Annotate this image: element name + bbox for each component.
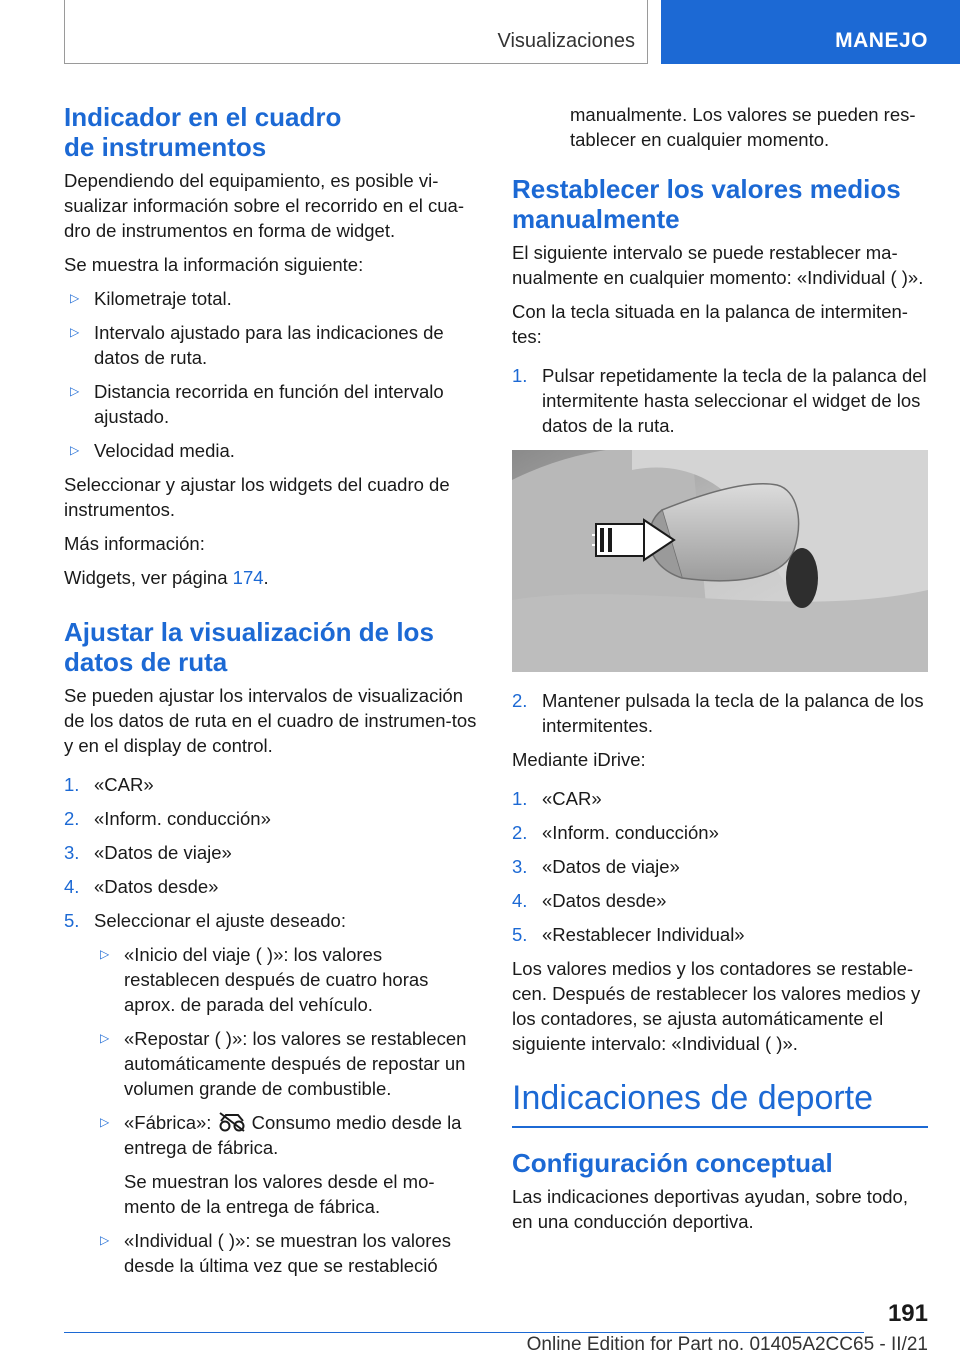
- triangle-bullet-icon: ▷: [100, 1115, 110, 1129]
- list-item: ▷ Intervalo ajustado para las indicaciones de datos de ruta.: [64, 320, 480, 370]
- list-item: ▷ Velocidad media.: [64, 438, 480, 463]
- list-item: 4. «Datos desde»: [512, 890, 667, 911]
- paragraph-configuracion: Las indicaciones deportivas ayudan, sobre todo, en una conducción deportiva.: [512, 1186, 908, 1232]
- paragraph-restablecer: El siguiente intervalo se puede restablecer ma-nualmente en cualquier momento: «Individual ( )».: [512, 242, 924, 288]
- list-item: 3. «Datos de viaje»: [512, 856, 680, 877]
- footer-rule: [64, 1332, 864, 1333]
- step-number: 1.: [512, 365, 528, 386]
- triangle-bullet-icon: ▷: [100, 1031, 110, 1045]
- turn-signal-lever-image: [512, 450, 928, 672]
- heading-rule: [512, 1126, 928, 1128]
- paragraph-fabrica-detail: Se muestran los valores desde el mo-mento de la entrega de fábrica.: [124, 1171, 435, 1217]
- step-number: 5.: [64, 910, 80, 931]
- paragraph-se-muestra: Se muestra la información siguiente:: [64, 254, 364, 275]
- page-number: 191: [887, 1300, 928, 1327]
- list-item: 2. «Inform. conducción»: [512, 822, 719, 843]
- step-number: 2.: [512, 690, 528, 711]
- paragraph-tecla: Con la tecla situada en la palanca de intermiten-tes:: [512, 301, 908, 347]
- heading-ajustar: Ajustar la visualización de los datos de ruta: [64, 617, 434, 677]
- paragraph-seleccionar: Seleccionar y ajustar los widgets del cuadro de instrumentos.: [64, 474, 450, 520]
- step-number: 1.: [512, 788, 528, 809]
- step-number: 4.: [64, 876, 80, 897]
- header-section-box: [64, 0, 648, 64]
- heading-configuracion: Configuración conceptual: [512, 1148, 833, 1178]
- paragraph-idrive: Mediante iDrive:: [512, 749, 646, 770]
- step-number: 2.: [64, 808, 80, 829]
- triangle-bullet-icon: ▷: [70, 443, 80, 457]
- triangle-bullet-icon: ▷: [100, 947, 110, 961]
- chapter-tab: [661, 0, 960, 64]
- footer: [64, 1334, 928, 1356]
- triangle-bullet-icon: ▷: [70, 291, 80, 305]
- triangle-bullet-icon: ▷: [70, 384, 80, 398]
- list-item: 5. Seleccionar el ajuste deseado:: [64, 910, 346, 931]
- list-item: ▷ Kilometraje total.: [64, 286, 480, 311]
- heading-indicaciones-deporte: Indicaciones de deporte: [512, 1079, 874, 1117]
- list-item: ▷ «Individual ( )»: se muestran los valores desde la última vez que se restableció: [94, 1228, 480, 1278]
- page-link-174[interactable]: 174: [232, 567, 264, 588]
- left-column: [64, 102, 480, 1287]
- heading-indicator: Indicador en el cuadro de instrumentos: [64, 102, 342, 162]
- list-item: 4. «Datos desde»: [64, 876, 219, 897]
- step-number: 3.: [64, 842, 80, 863]
- list-item: 3. «Datos de viaje»: [64, 842, 232, 863]
- triangle-bullet-icon: ▷: [70, 325, 80, 339]
- step-number: 1.: [64, 774, 80, 795]
- step-number: 5.: [512, 924, 528, 945]
- list-item: 1. «CAR»: [64, 774, 154, 795]
- list-item: 5. «Restablecer Individual»: [512, 924, 745, 945]
- list-item: ▷ Distancia recorrida en función del intervalo ajustado.: [64, 379, 480, 429]
- list-item: ▷ «Repostar ( )»: los valores se restablecen automáticamente después de repostar un volumen grande de combustible.: [94, 1026, 480, 1101]
- list-item: 2. Mantener pulsada la tecla de la palanca de los intermitentes.: [512, 690, 924, 736]
- section-title: Visualizaciones: [497, 30, 635, 52]
- list-item: ▷ «Fábrica»: Consumo medio desde la entrega de fábrica.: [94, 1110, 480, 1160]
- paragraph-mas-info: Más información:: [64, 533, 205, 554]
- paragraph-ajustar: Se pueden ajustar los intervalos de visualización de los datos de ruta en el cuadro de instrumen-tos y en el display de control.: [64, 685, 477, 756]
- step-number: 4.: [512, 890, 528, 911]
- footer-edition: Online Edition for Part no. 01405A2CC65 - II/21: [526, 1334, 928, 1355]
- paragraph-valores: Los valores medios y los contadores se restable-cen. Después de restablecer los valores medios y los contadores, se ajusta automáticamente el siguiente intervalo: «Individual ( )».: [512, 958, 921, 1054]
- paragraph-widgets: Widgets, ver página 174.: [64, 567, 269, 588]
- right-column: [512, 102, 928, 1243]
- list-item: 1. «CAR»: [512, 788, 602, 809]
- chapter-title: MANEJO: [835, 29, 928, 52]
- factory-consumption-icon: [217, 1112, 247, 1132]
- step-number: 3.: [512, 856, 528, 877]
- heading-restablecer: Restablecer los valores medios manualmente: [512, 174, 901, 234]
- paragraph-dependiendo: Dependiendo del equipamiento, es posible vi-sualizar información sobre el recorrido en el cua-dro de instrumentos en forma de widget.: [64, 170, 464, 241]
- step-number: 2.: [512, 822, 528, 843]
- paragraph-continuation: manualmente. Los valores se pueden res-tablecer en cualquier momento.: [570, 104, 916, 150]
- list-item: 2. «Inform. conducción»: [64, 808, 271, 829]
- list-item: 1. Pulsar repetidamente la tecla de la palanca del intermitente hasta seleccionar el widget de los datos de la ruta.: [512, 365, 927, 436]
- list-item: ▷ «Inicio del viaje ( )»: los valores restablecen después de cuatro horas aprox. de parada del vehículo.: [94, 942, 480, 1017]
- triangle-bullet-icon: ▷: [100, 1233, 110, 1247]
